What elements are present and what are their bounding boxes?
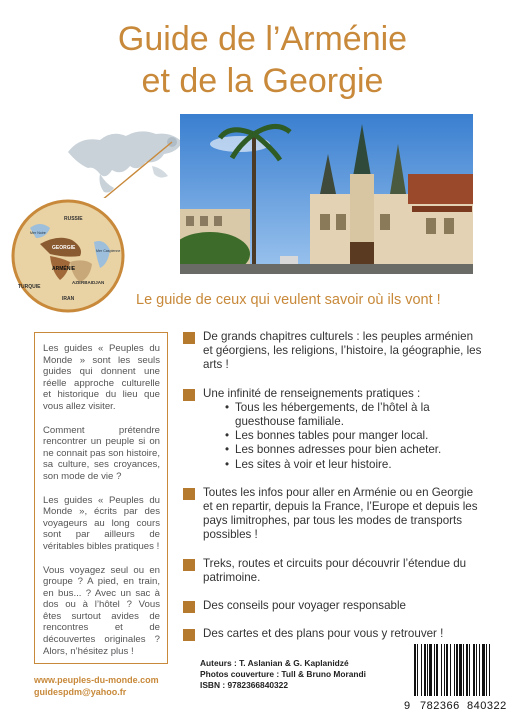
barcode-digit-first: 9 <box>404 700 411 712</box>
barcode-bar <box>479 644 480 696</box>
barcode-bar <box>434 644 435 696</box>
map-label-mer-caspienne: Mer Caspienne <box>96 249 121 253</box>
title-line-1: Guide de l’Arménie <box>117 20 408 58</box>
feature-item <box>183 330 483 373</box>
barcode-bar <box>459 644 462 696</box>
map-label-turquie: TURQUIE <box>18 284 41 290</box>
barcode-bar <box>489 644 490 696</box>
title-line-2: et de la Georgie <box>141 62 384 100</box>
credits-photos: Photos couverture : Tull & Bruno Morandi <box>200 669 366 679</box>
barcode-digits-group-2: 840322 <box>467 700 507 712</box>
feature-text: Des cartes et des plans pour vous y retrouver ! <box>203 627 444 641</box>
map-label-georgie: GEORGIE <box>52 245 76 251</box>
feature-text: De grands chapitres culturels : les peuples arménien et géorgiens, les religions, l’histoire, la géographie, les arts ! <box>203 330 482 372</box>
feature-item <box>183 486 483 543</box>
bullet-square-icon <box>183 559 195 571</box>
barcode-bar <box>476 644 477 696</box>
intro-paragraph: Vous voyagez seul ou en groupe ? A pied, en train, en bus... ? Avec un sac à dos ou à l’hôtel ? Vous êtes surtout avides de rencontres et de découvertes originales ? Alors, n’hésitez plus ! <box>43 564 160 657</box>
credits-isbn: ISBN : 9782366840322 <box>200 680 289 690</box>
feature-item <box>183 557 483 585</box>
barcode-bar <box>463 644 464 696</box>
bullet-square-icon <box>183 389 195 401</box>
map-label-mer-noire: Mer Noire <box>30 231 46 235</box>
barcode-bar <box>469 644 470 696</box>
isbn-barcode <box>400 642 518 716</box>
barcode-bar <box>436 644 438 696</box>
barcode-bar <box>486 644 487 696</box>
intro-paragraph: Les guides « Peuples du Monde », écrits par des voyageurs au long cours sont par ailleurs de véritables bibles pratiques ! <box>43 494 160 552</box>
feature-item <box>183 627 483 641</box>
barcode-bar <box>441 644 442 696</box>
barcode-bar <box>482 644 485 696</box>
credits-authors: Auteurs : T. Aslanian & G. Kaplanidzé <box>200 658 349 668</box>
intro-paragraph: Les guides « Peuples du Monde » sont les seuls guides qui donnent une réelle approche culturelle et historique du lieu que vous allez visiter. <box>43 343 160 412</box>
map-label-azerbaidjan: AZERBAIDJAN <box>72 280 105 285</box>
bullet-square-icon <box>183 629 195 641</box>
bullet-square-icon <box>183 601 195 613</box>
slogan: Le guide de ceux qui veulent savoir où ils vont ! <box>136 292 441 308</box>
map-label-iran: IRAN <box>62 296 75 302</box>
bullet-square-icon <box>183 488 195 500</box>
barcode-bar <box>424 644 426 696</box>
barcode-bar <box>429 644 432 696</box>
locator-map <box>10 198 126 314</box>
intro-box <box>34 332 168 664</box>
map-label-armenie: ARMÉNIE <box>52 266 76 272</box>
feature-text: Des conseils pour voyager responsable <box>203 599 407 613</box>
barcode-bar <box>414 644 416 696</box>
barcode-bar <box>450 644 451 696</box>
barcode-bar <box>417 644 418 696</box>
barcode-bars <box>414 644 514 696</box>
barcode-digits-group-1: 782366 <box>420 700 460 712</box>
feature-item <box>183 599 483 613</box>
world-map-illustration <box>60 118 190 198</box>
website-link[interactable]: www.peuples-du-monde.com <box>34 675 159 685</box>
book-title <box>0 18 525 102</box>
barcode-bar <box>456 644 458 696</box>
feature-subitem: • Les sites à voir et leur histoire. <box>225 458 483 472</box>
feature-subitem: • Tous les hébergements, de l’hôtel à la guesthouse familiale. <box>225 401 483 429</box>
map-label-russie: RUSSIE <box>64 216 83 222</box>
barcode-bar <box>427 644 428 696</box>
feature-text: Une infinité de renseignements pratiques : <box>203 386 421 400</box>
feature-sublist <box>203 401 483 472</box>
intro-paragraph: Comment prétendre rencontrer un peuple si on ne connait pas son histoire, sa culture, ses croyances, son mode de vie ? <box>43 424 160 482</box>
feature-item <box>183 387 483 472</box>
email-link[interactable]: guidespdm@yahoo.fr <box>34 687 127 697</box>
barcode-bar <box>444 644 445 696</box>
cover-photo-batumi <box>180 114 473 274</box>
barcode-bar <box>454 644 455 696</box>
barcode-bar <box>446 644 448 696</box>
barcode-bar <box>421 644 422 696</box>
bullet-square-icon <box>183 332 195 344</box>
features-list <box>183 330 483 641</box>
feature-subitem: • Les bonnes tables pour manger local. <box>225 429 483 443</box>
contact-links <box>34 674 159 698</box>
barcode-bar <box>473 644 475 696</box>
feature-subitem: • Les bonnes adresses pour bien acheter. <box>225 443 483 457</box>
feature-text: Treks, routes et circuits pour découvrir l’étendue du patrimoine. <box>203 556 467 584</box>
credits <box>200 658 366 691</box>
feature-text: Toutes les infos pour aller en Arménie ou en Georgie et en repartir, depuis la France, l’Europe et depuis les pays limitrophes, par tous les modes de transports possibles ! <box>203 485 478 542</box>
barcode-bar <box>466 644 468 696</box>
